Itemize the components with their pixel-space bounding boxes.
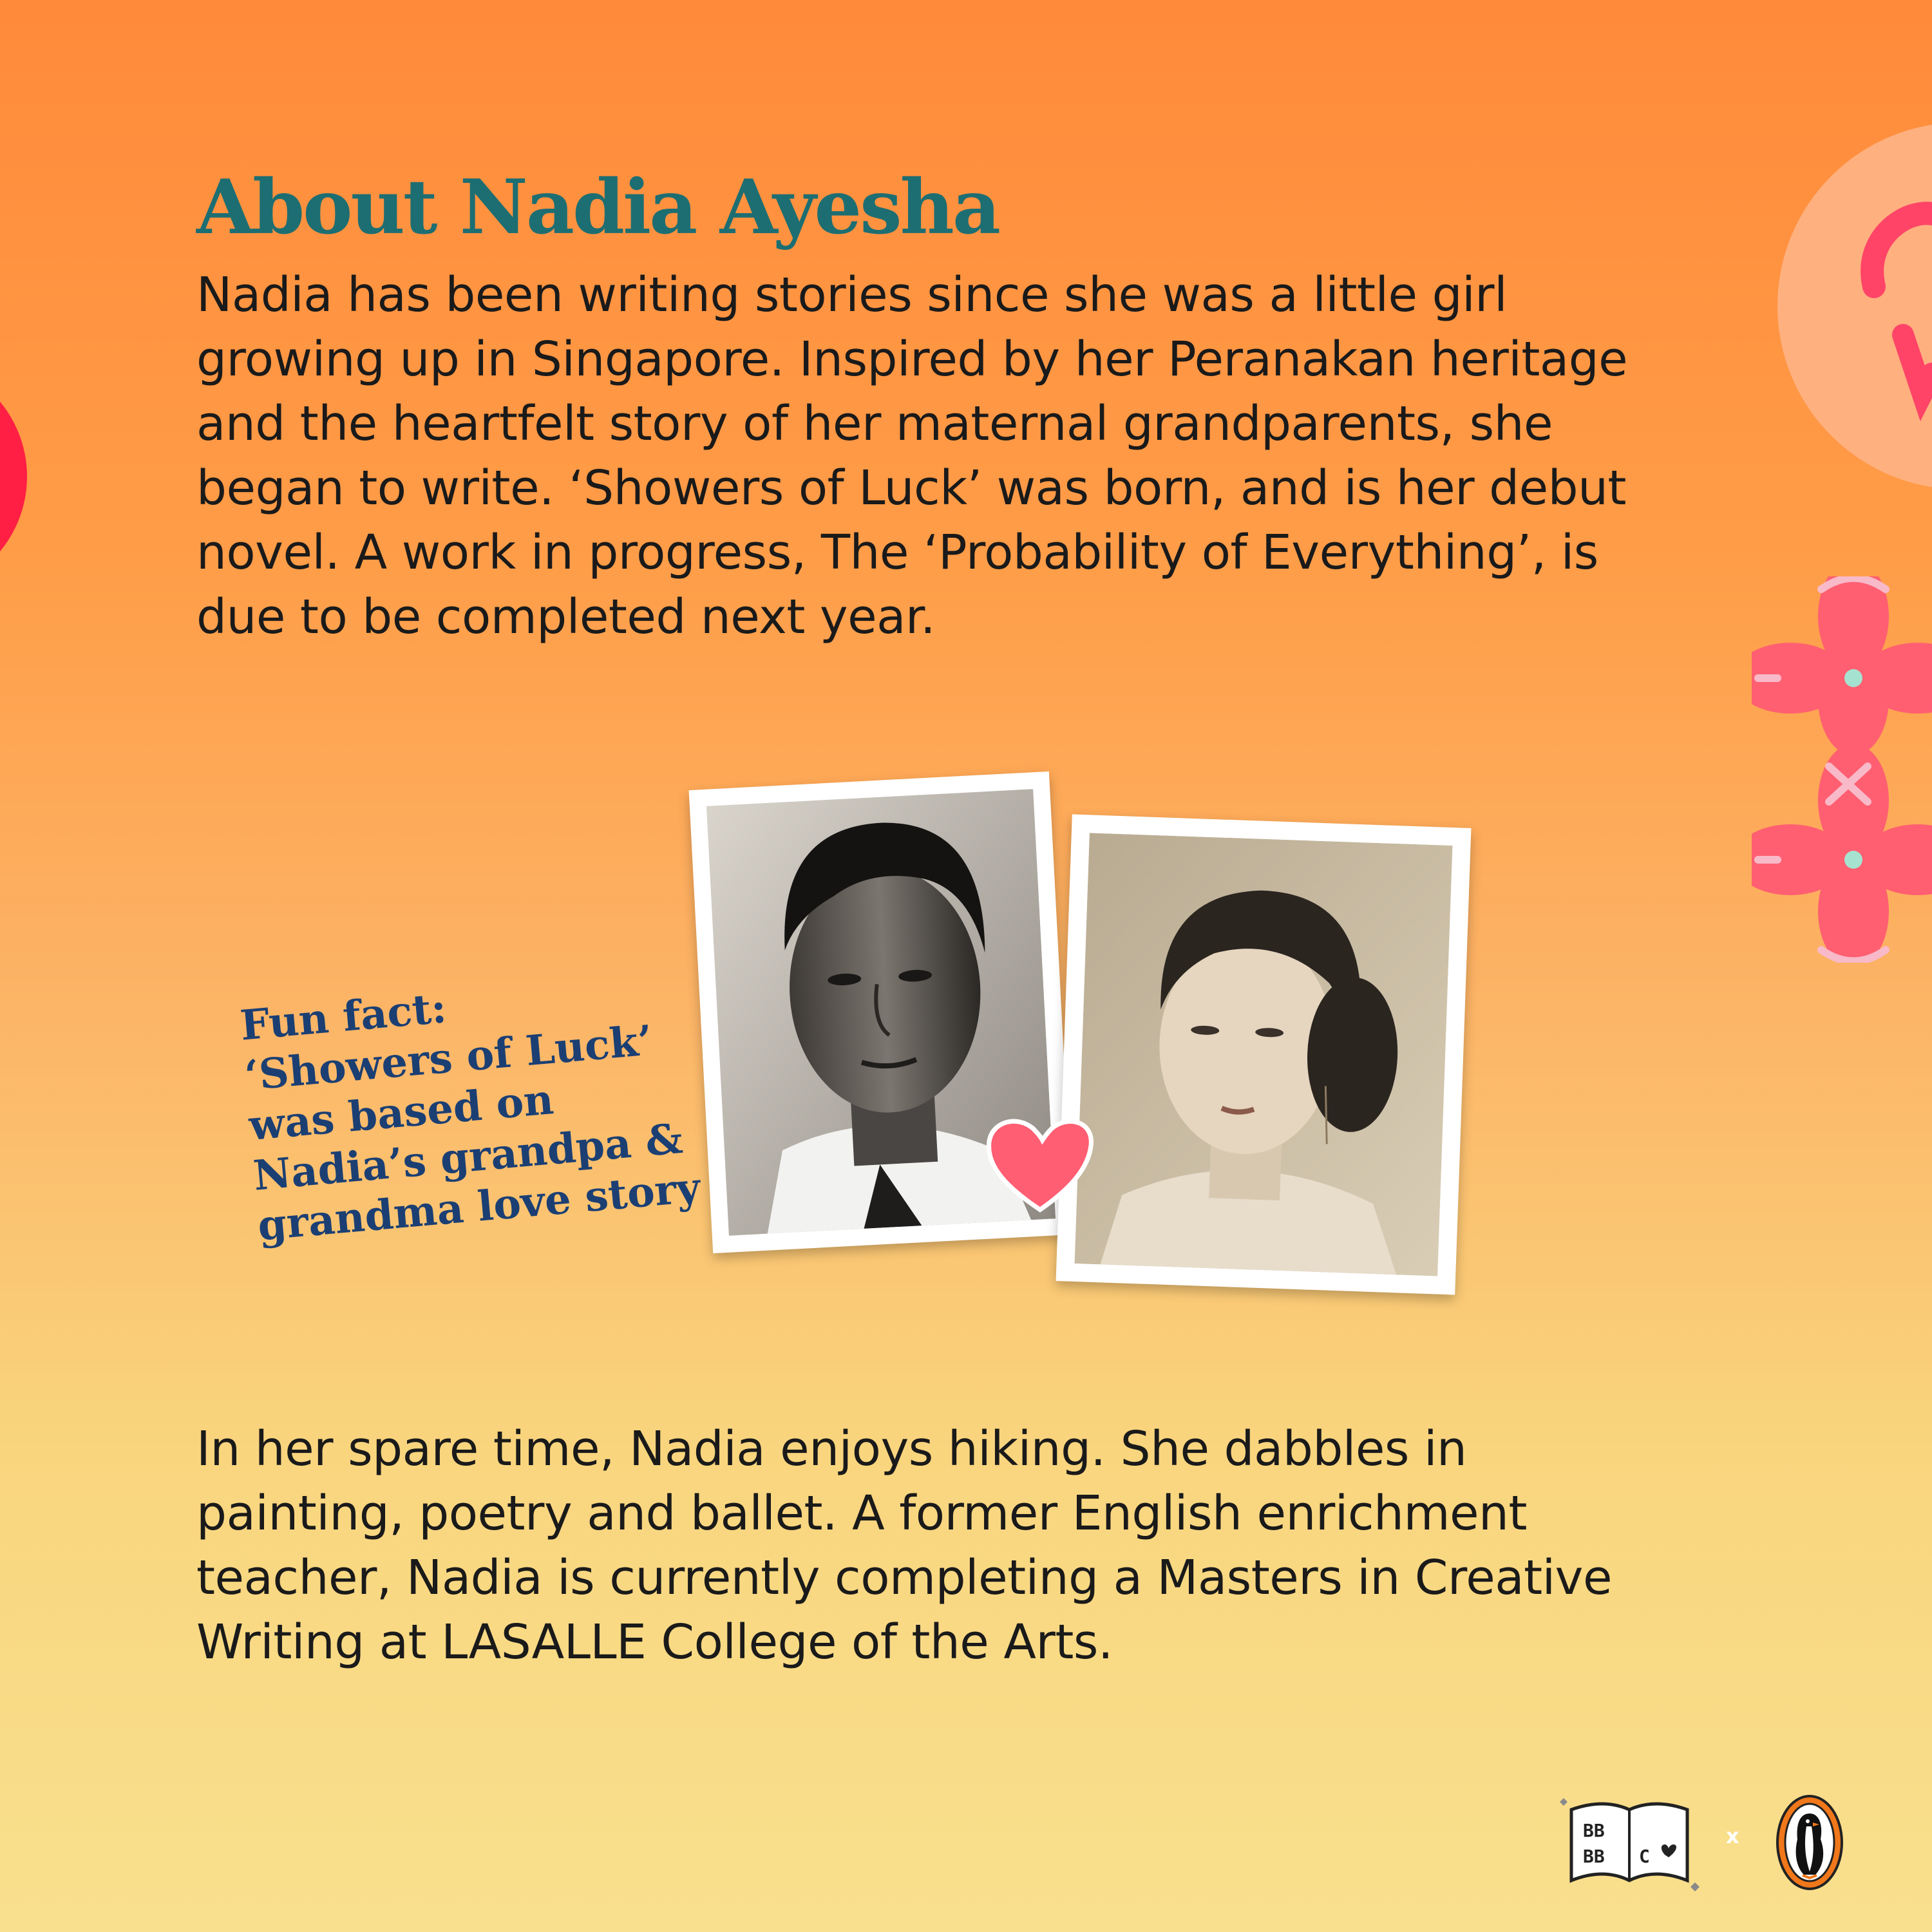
bio-paragraph-2: In her spare time, Nadia enjoys hiking. She dabbles in painting, poetry and ballet. A former English enrichment teacher, Nadia is currently completing a Masters in Creative Writing at LASALLE College of the Arts. <box>196 1421 1612 1670</box>
partner-logos <box>1552 1790 1874 1893</box>
grandma-photo <box>1056 814 1472 1294</box>
book-club-logo-icon <box>1552 1790 1707 1893</box>
logo-letters-1: BB <box>1583 1820 1605 1841</box>
penguin-icon <box>1774 1794 1845 1891</box>
logo-letters-3: C <box>1639 1846 1650 1867</box>
red-circle-decoration <box>0 361 39 592</box>
page-title: About Nadia Ayesha <box>196 164 999 251</box>
bio-paragraph-1: Nadia has been writing stories since she was a little girl growing up in Singapore. Inspired by her Peranakan heritage and the heartfelt story of her maternal grandparents, she began to write. ‘Showers of Luck’ was born, and is her debut novel. A work in progress, The ‘Probability of Everything’, is due to be completed next year. <box>196 267 1628 645</box>
logo-separator: x <box>1726 1824 1739 1848</box>
logo-letters-2: BB <box>1583 1846 1605 1867</box>
fun-fact-text: Fun fact: ‘Showers of Luck’ was based on Nadia’s grandpa & grandma love story <box>238 984 703 1251</box>
flower-pattern-decoration <box>1752 576 1932 963</box>
peach-circle-decoration <box>1777 122 1932 489</box>
grandma-portrait-image <box>1074 833 1452 1276</box>
heart-icon <box>982 1108 1098 1224</box>
